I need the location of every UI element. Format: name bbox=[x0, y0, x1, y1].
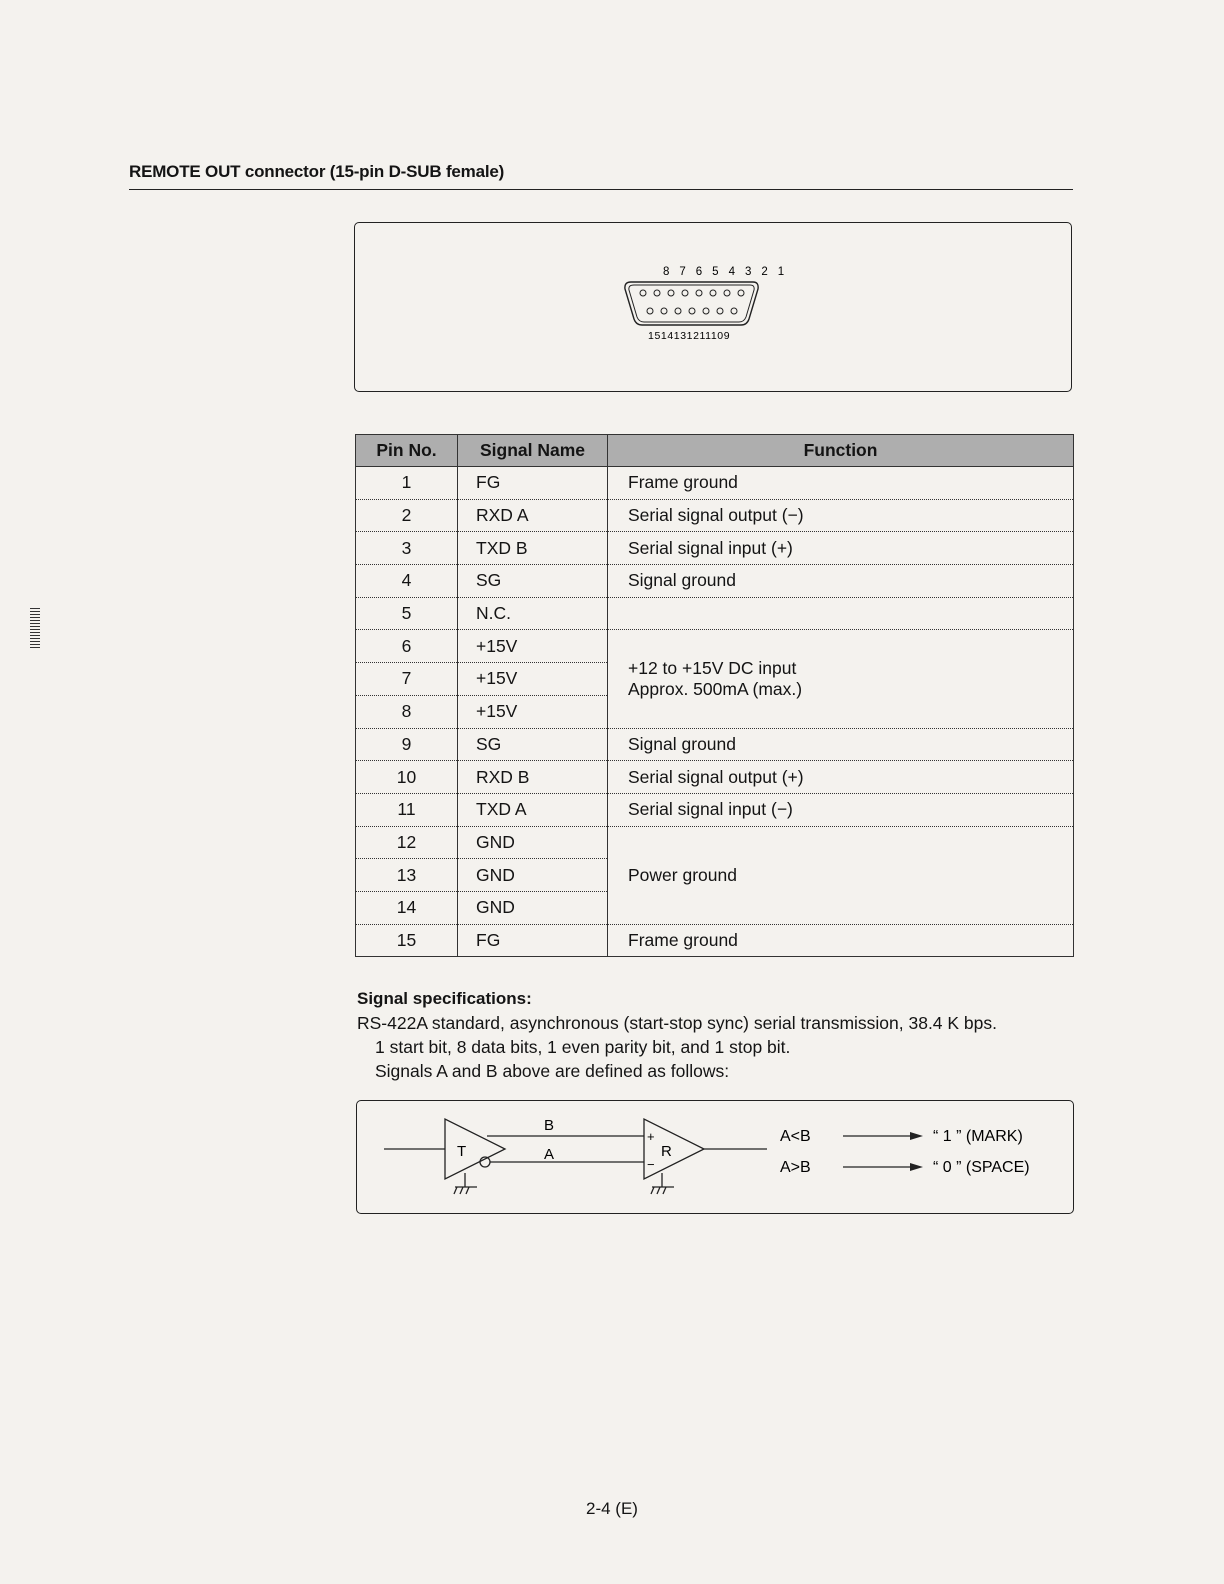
transmitter-label: T bbox=[457, 1143, 467, 1160]
table-row bbox=[356, 597, 1074, 630]
margin-mark bbox=[30, 608, 40, 648]
connector-figure bbox=[354, 222, 1072, 392]
spec-line-3: Signals A and B above are defined as follows: bbox=[375, 1061, 730, 1081]
pin-number: 3 bbox=[356, 532, 458, 565]
function: Signal ground bbox=[608, 565, 1074, 598]
signal-name: SG bbox=[458, 565, 608, 598]
table-row bbox=[356, 924, 1074, 957]
pin-number: 1 bbox=[356, 467, 458, 500]
pin-number: 11 bbox=[356, 793, 458, 826]
pin-number: 4 bbox=[356, 565, 458, 598]
header-signal-name: Signal Name bbox=[458, 435, 608, 467]
condition-a-greater-b: A>B bbox=[780, 1159, 811, 1176]
spec-line-2: 1 start bit, 8 data bits, 1 even parity bit, and 1 stop bit. bbox=[375, 1037, 791, 1057]
table-row bbox=[356, 826, 1074, 859]
signal-name: GND bbox=[458, 826, 608, 859]
ground-symbol-left bbox=[454, 1173, 477, 1194]
line-a-label: A bbox=[544, 1146, 555, 1163]
pin-number: 12 bbox=[356, 826, 458, 859]
function: Serial signal output (−) bbox=[608, 499, 1074, 532]
pin-number: 10 bbox=[356, 761, 458, 794]
arrow-1-head bbox=[910, 1132, 923, 1140]
header-function: Function bbox=[608, 435, 1074, 467]
signal-name: SG bbox=[458, 728, 608, 761]
table-row bbox=[356, 793, 1074, 826]
pin-number: 8 bbox=[356, 695, 458, 728]
table-row bbox=[356, 532, 1074, 565]
function: Frame ground bbox=[608, 924, 1074, 957]
result-space: “ 0 ” (SPACE) bbox=[933, 1159, 1030, 1176]
arrow-2-head bbox=[910, 1163, 923, 1171]
transmitter-triangle bbox=[445, 1119, 505, 1179]
table-row bbox=[356, 467, 1074, 500]
signal-name: RXD B bbox=[458, 761, 608, 794]
line-b-label: B bbox=[544, 1117, 555, 1134]
bottom-pin-labels: 1514131211109 bbox=[648, 330, 731, 342]
pin-number: 15 bbox=[356, 924, 458, 957]
spec-title: Signal specifications: bbox=[357, 989, 532, 1008]
ground-symbol-right bbox=[651, 1173, 674, 1194]
pin-number: 7 bbox=[356, 663, 458, 696]
connector-shell-outer bbox=[625, 282, 758, 325]
pin-table bbox=[355, 434, 1074, 957]
signal-name: +15V bbox=[458, 695, 608, 728]
signal-name: TXD B bbox=[458, 532, 608, 565]
result-mark: “ 1 ” (MARK) bbox=[933, 1128, 1023, 1145]
page-number: 2-4 (E) bbox=[586, 1499, 638, 1518]
signal-name: +15V bbox=[458, 630, 608, 663]
signal-name: TXD A bbox=[458, 793, 608, 826]
pin-row-top bbox=[640, 290, 744, 296]
function: Signal ground bbox=[608, 728, 1074, 761]
function: Frame ground bbox=[608, 467, 1074, 500]
top-pin-labels: 8 7 6 5 4 3 2 1 bbox=[663, 266, 788, 278]
signal-name: FG bbox=[458, 924, 608, 957]
pin-number: 6 bbox=[356, 630, 458, 663]
pin-row-bottom bbox=[647, 308, 737, 314]
function-power-input bbox=[608, 630, 1074, 728]
function: Serial signal input (+) bbox=[608, 532, 1074, 565]
table-header-row bbox=[356, 435, 1074, 467]
signal-name: FG bbox=[458, 467, 608, 500]
function: Serial signal input (−) bbox=[608, 793, 1074, 826]
signal-name: GND bbox=[458, 859, 608, 892]
receiver-label: R bbox=[661, 1143, 672, 1160]
function-power-ground: Power ground bbox=[608, 826, 1074, 924]
spec-line-1: RS-422A standard, asynchronous (start-stop sync) serial transmission, 38.4 K bps. bbox=[357, 1013, 998, 1033]
table-row bbox=[356, 761, 1074, 794]
signal-name: GND bbox=[458, 891, 608, 924]
condition-a-less-b: A<B bbox=[780, 1128, 811, 1145]
receiver-plus: + bbox=[647, 1129, 655, 1144]
pin-number: 14 bbox=[356, 891, 458, 924]
pin-number: 2 bbox=[356, 499, 458, 532]
function: Serial signal output (+) bbox=[608, 761, 1074, 794]
connector-shell-inner bbox=[629, 285, 754, 322]
receiver-minus: − bbox=[647, 1157, 655, 1172]
power-function-line1: +12 to +15V DC input bbox=[628, 657, 797, 678]
signal-name: +15V bbox=[458, 663, 608, 696]
table-row bbox=[356, 728, 1074, 761]
power-function-line2: Approx. 500mA (max.) bbox=[628, 678, 803, 699]
signal-circuit-diagram bbox=[357, 1101, 1073, 1213]
table-row bbox=[356, 499, 1074, 532]
dsub-connector-diagram bbox=[355, 223, 1071, 391]
pin-number: 5 bbox=[356, 597, 458, 630]
signal-name: RXD A bbox=[458, 499, 608, 532]
pin-number: 9 bbox=[356, 728, 458, 761]
signal-name: N.C. bbox=[458, 597, 608, 630]
heading-rule bbox=[129, 189, 1073, 190]
table-row bbox=[356, 565, 1074, 598]
section-heading: REMOTE OUT connector (15-pin D-SUB female) bbox=[129, 162, 505, 181]
function bbox=[608, 597, 1074, 630]
signal-definition-figure bbox=[356, 1100, 1074, 1214]
header-pin-no: Pin No. bbox=[356, 435, 458, 467]
table-row bbox=[356, 630, 1074, 663]
pin-number: 13 bbox=[356, 859, 458, 892]
